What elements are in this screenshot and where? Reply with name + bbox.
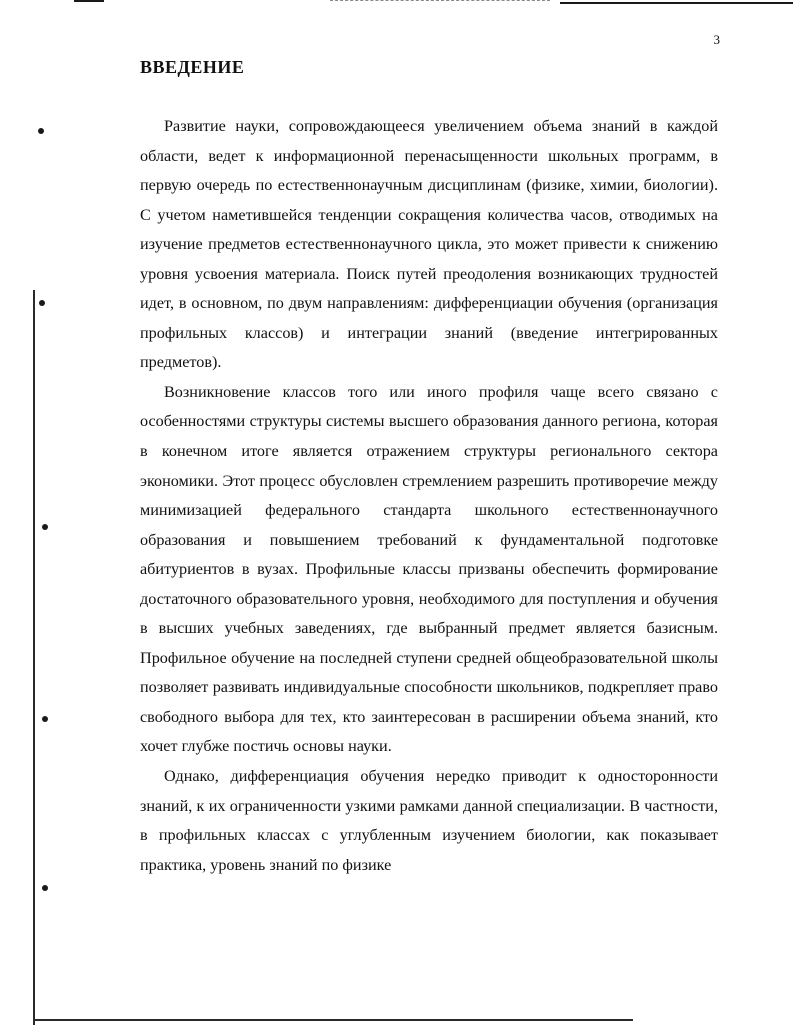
body-text xyxy=(140,112,718,880)
binding-hole-mark xyxy=(39,300,45,306)
binding-hole-mark xyxy=(42,524,48,530)
binding-hole-mark xyxy=(42,885,48,891)
scan-edge-bottom xyxy=(33,1019,633,1021)
paragraph: Развитие науки, сопровождающееся увеличением объема знаний в каждой области, ведет к информационной перенасыщенности школьных программ, в первую очередь по естественнонаучным дисциплинам (физике, химии, биологии). С учетом наметившейся тенденции сокращения количества часов, отводимых на изучение предметов естественнонаучного цикла, это может привести к снижению уровня усвоения материала. Поиск путей преодоления возникающих трудностей идет, в основном, по двум направлениям: дифференциации обучения (организация профильных классов) и интеграции знаний (введение интегрированных предметов). xyxy=(140,117,718,372)
scan-edge-left xyxy=(33,290,35,1025)
binding-hole-mark xyxy=(42,716,48,722)
paragraph: Однако, дифференциация обучения нередко приводит к односторонности знаний, к их ограниченности узкими рамками данной специализации. В частности, в профильных классах с углубленным изучением биологии, как показывает практика, уровень знаний по физике xyxy=(140,767,718,874)
scan-edge-top-dash xyxy=(330,0,550,1)
page-number: 3 xyxy=(713,32,720,47)
binding-hole-mark xyxy=(38,128,44,134)
paragraph: Возникновение классов того или иного профиля чаще всего связано с особенностями структуры системы высшего образования данного региона, которая в конечном итоге является отражением структуры регионального сектора экономики. Этот процесс обусловлен стремлением разрешить противоречие между минимизацией федерального стандарта школьного естественнонаучного образования и повышением требований к фундаментальной подготовке абитуриентов в вузах. Профильные классы призваны обеспечить формирование достаточного образовательного уровня, необходимого для поступления и обучения в высших учебных заведениях, где выбранный предмет является базисным. Профильное обучение на последней ступени средней общеобразовательной школы позволяет развивать индивидуальные способности школьников, подкрепляет право свободного выбора для тех, кто заинтересован в расширении объема знаний, кто хочет глубже постичь основы науки. xyxy=(140,382,718,756)
scan-edge-top-right xyxy=(560,2,793,4)
section-title: ВВЕДЕНИЕ xyxy=(140,57,245,77)
scan-edge-top-left xyxy=(74,0,104,2)
